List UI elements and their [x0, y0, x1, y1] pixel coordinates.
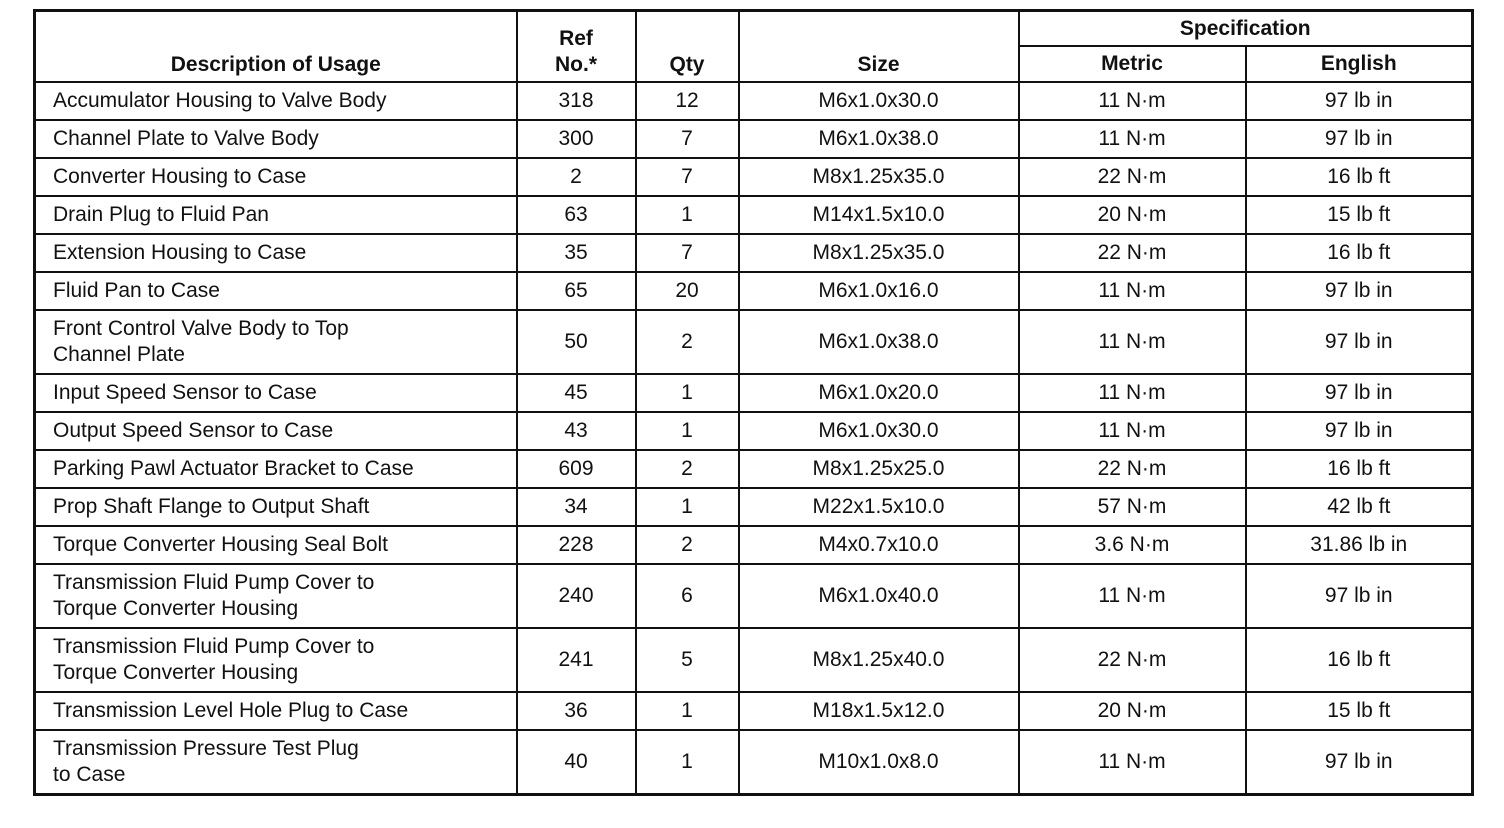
metric-cell: 11 N·m: [1019, 412, 1246, 450]
description-cell: Accumulator Housing to Valve Body: [35, 82, 517, 120]
english-cell: 15 lb ft: [1246, 196, 1473, 234]
description-cell: Fluid Pan to Case: [35, 272, 517, 310]
english-cell: 42 lb ft: [1246, 488, 1473, 526]
table-row: [35, 82, 1473, 120]
qty-cell: 12: [636, 82, 739, 120]
metric-cell: 11 N·m: [1019, 374, 1246, 412]
ref-cell: 300: [517, 120, 636, 158]
qty-cell: 7: [636, 158, 739, 196]
metric-cell: 22 N·m: [1019, 234, 1246, 272]
table-row: [35, 412, 1473, 450]
table-row: [35, 310, 1473, 374]
qty-cell: 1: [636, 730, 739, 795]
english-cell: 16 lb ft: [1246, 450, 1473, 488]
qty-cell: 1: [636, 412, 739, 450]
size-cell: M8x1.25x25.0: [739, 450, 1019, 488]
qty-cell: 7: [636, 234, 739, 272]
description-cell: Output Speed Sensor to Case: [35, 412, 517, 450]
qty-cell: 1: [636, 374, 739, 412]
ref-no-header: [517, 11, 636, 83]
english-cell: 97 lb in: [1246, 412, 1473, 450]
ref-cell: 36: [517, 692, 636, 730]
english-cell: 16 lb ft: [1246, 628, 1473, 692]
qty-cell: 1: [636, 488, 739, 526]
size-cell: M18x1.5x12.0: [739, 692, 1019, 730]
size-cell: M6x1.0x30.0: [739, 82, 1019, 120]
ref-cell: 2: [517, 158, 636, 196]
metric-cell: 20 N·m: [1019, 692, 1246, 730]
english-header: English: [1246, 46, 1473, 82]
qty-cell: 7: [636, 120, 739, 158]
metric-cell: 11 N·m: [1019, 310, 1246, 374]
size-cell: M6x1.0x30.0: [739, 412, 1019, 450]
ref-cell: 318: [517, 82, 636, 120]
ref-cell: 241: [517, 628, 636, 692]
description-cell: Converter Housing to Case: [35, 158, 517, 196]
table-row: [35, 564, 1473, 628]
size-header: Size: [739, 11, 1019, 83]
qty-cell: 1: [636, 196, 739, 234]
description-header: Description of Usage: [35, 11, 517, 83]
english-cell: 97 lb in: [1246, 730, 1473, 795]
description-cell: Prop Shaft Flange to Output Shaft: [35, 488, 517, 526]
english-cell: 97 lb in: [1246, 82, 1473, 120]
ref-cell: 228: [517, 526, 636, 564]
english-cell: 16 lb ft: [1246, 158, 1473, 196]
ref-cell: 34: [517, 488, 636, 526]
size-cell: M8x1.25x35.0: [739, 158, 1019, 196]
qty-cell: 20: [636, 272, 739, 310]
fastener-specification-table: [33, 9, 1474, 796]
metric-header: Metric: [1019, 46, 1246, 82]
english-cell: 15 lb ft: [1246, 692, 1473, 730]
qty-cell: 6: [636, 564, 739, 628]
size-cell: M14x1.5x10.0: [739, 196, 1019, 234]
table-row: [35, 526, 1473, 564]
description-cell: Channel Plate to Valve Body: [35, 120, 517, 158]
description-cell: Parking Pawl Actuator Bracket to Case: [35, 450, 517, 488]
qty-cell: 5: [636, 628, 739, 692]
description-cell: Input Speed Sensor to Case: [35, 374, 517, 412]
metric-cell: 11 N·m: [1019, 120, 1246, 158]
description-cell: Transmission Fluid Pump Cover to Torque Converter Housing: [35, 564, 517, 628]
table-body: [35, 82, 1473, 795]
table-row: [35, 450, 1473, 488]
qty-cell: 2: [636, 310, 739, 374]
english-cell: 16 lb ft: [1246, 234, 1473, 272]
size-cell: M6x1.0x38.0: [739, 120, 1019, 158]
size-cell: M6x1.0x20.0: [739, 374, 1019, 412]
description-cell: Torque Converter Housing Seal Bolt: [35, 526, 517, 564]
ref-cell: 40: [517, 730, 636, 795]
english-cell: 97 lb in: [1246, 564, 1473, 628]
description-cell: Transmission Level Hole Plug to Case: [35, 692, 517, 730]
qty-cell: 2: [636, 450, 739, 488]
size-cell: M6x1.0x16.0: [739, 272, 1019, 310]
qty-cell: 2: [636, 526, 739, 564]
metric-cell: 57 N·m: [1019, 488, 1246, 526]
description-cell: Drain Plug to Fluid Pan: [35, 196, 517, 234]
english-cell: 97 lb in: [1246, 272, 1473, 310]
metric-cell: 3.6 N·m: [1019, 526, 1246, 564]
table-row: [35, 120, 1473, 158]
description-cell: Transmission Fluid Pump Cover to Torque Converter Housing: [35, 628, 517, 692]
table-row: [35, 234, 1473, 272]
table-row: [35, 374, 1473, 412]
table-row: [35, 730, 1473, 795]
ref-header-line2: No.*: [555, 53, 597, 76]
description-cell: Transmission Pressure Test Plug to Case: [35, 730, 517, 795]
ref-cell: 240: [517, 564, 636, 628]
size-cell: M8x1.25x40.0: [739, 628, 1019, 692]
english-cell: 97 lb in: [1246, 120, 1473, 158]
size-cell: M6x1.0x38.0: [739, 310, 1019, 374]
size-cell: M10x1.0x8.0: [739, 730, 1019, 795]
metric-cell: 22 N·m: [1019, 450, 1246, 488]
table-row: [35, 158, 1473, 196]
ref-cell: 63: [517, 196, 636, 234]
table-row: [35, 628, 1473, 692]
ref-cell: 609: [517, 450, 636, 488]
ref-cell: 45: [517, 374, 636, 412]
ref-cell: 50: [517, 310, 636, 374]
size-cell: M8x1.25x35.0: [739, 234, 1019, 272]
ref-cell: 35: [517, 234, 636, 272]
specification-header: Specification: [1019, 11, 1473, 47]
description-cell: Extension Housing to Case: [35, 234, 517, 272]
header-row-top: [35, 11, 1473, 47]
qty-cell: 1: [636, 692, 739, 730]
table-row: [35, 272, 1473, 310]
ref-cell: 43: [517, 412, 636, 450]
size-cell: M22x1.5x10.0: [739, 488, 1019, 526]
table-row: [35, 692, 1473, 730]
metric-cell: 11 N·m: [1019, 564, 1246, 628]
metric-cell: 22 N·m: [1019, 158, 1246, 196]
english-cell: 31.86 lb in: [1246, 526, 1473, 564]
metric-cell: 11 N·m: [1019, 82, 1246, 120]
metric-cell: 11 N·m: [1019, 272, 1246, 310]
table-row: [35, 488, 1473, 526]
ref-header-line1: Ref: [559, 27, 593, 50]
ref-cell: 65: [517, 272, 636, 310]
description-cell: Front Control Valve Body to Top Channel Plate: [35, 310, 517, 374]
table-row: [35, 196, 1473, 234]
english-cell: 97 lb in: [1246, 310, 1473, 374]
size-cell: M6x1.0x40.0: [739, 564, 1019, 628]
metric-cell: 11 N·m: [1019, 730, 1246, 795]
metric-cell: 20 N·m: [1019, 196, 1246, 234]
qty-header: Qty: [636, 11, 739, 83]
size-cell: M4x0.7x10.0: [739, 526, 1019, 564]
metric-cell: 22 N·m: [1019, 628, 1246, 692]
english-cell: 97 lb in: [1246, 374, 1473, 412]
